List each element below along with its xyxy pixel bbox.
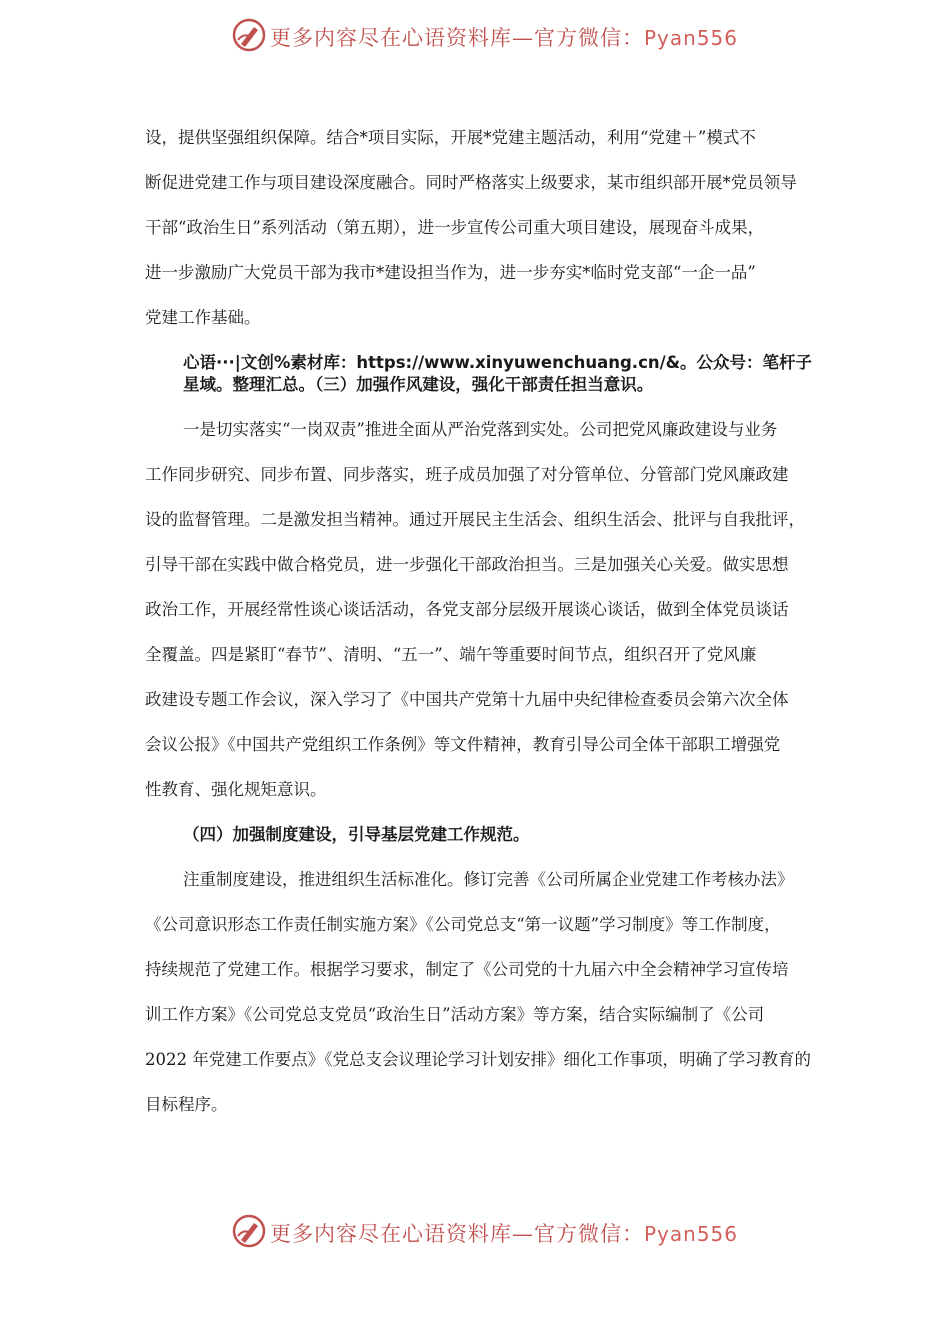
body-line: 断促进党建工作与项目建设深度融合。同时严格落实上级要求，某市组织部开展*党员领导: [145, 173, 797, 192]
body-line: 性教育、强化规矩意识。: [145, 780, 327, 799]
banner-text: [270, 1218, 738, 1248]
body-line: 干部“政治生日”系列活动（第五期），进一步宣传公司重大项目建设，展现奋斗成果，: [145, 218, 765, 237]
banner-text: [270, 22, 738, 52]
header-banner: [0, 16, 950, 56]
banner-separator: —: [512, 26, 534, 50]
body-line: 一是切实落实“一岗双责”推进全面从严治党落到实处。公司把党风廉政建设与业务: [183, 420, 778, 439]
body-line: 目标程序。: [145, 1095, 228, 1114]
body-line: 持续规范了党建工作。根据学习要求，制定了《公司党的十九届六中全会精神学习宣传培: [145, 960, 789, 979]
body-line: 引导干部在实践中做合格党员，进一步强化干部政治担当。三是加强关心关爱。做实思想: [145, 555, 789, 574]
pen-logo-icon: [232, 18, 266, 52]
body-line: 工作同步研究、同步布置、同步落实，班子成员加强了对分管单位、分管部门党风廉政建: [145, 465, 789, 484]
footer-banner: [0, 1212, 950, 1252]
body-line: 政建设专题工作会议，深入学习了《中国共产党第十九届中央纪律检查委员会第六次全体: [145, 690, 789, 709]
pen-logo-icon: [232, 1214, 266, 1248]
body-line: 《公司意识形态工作责任制实施方案》《公司党总支“第一议题”学习制度》等工作制度，: [145, 915, 781, 934]
banner-handle: Pyan556: [644, 26, 739, 50]
heading-line: 心语···|文创%素材库：https://www.xinyuwenchuang.cn/&。公众号：笔杆子: [183, 353, 813, 372]
banner-separator: —: [512, 1222, 534, 1246]
banner-official-label: 官方微信：: [534, 26, 644, 50]
body-line: 设，提供坚强组织保障。结合*项目实际，开展*党建主题活动，利用“党建＋”模式不: [145, 128, 756, 147]
body-line: 会议公报》《中国共产党组织工作条例》等文件精神，教育引导公司全体干部职工增强党: [145, 735, 781, 754]
banner-handle: Pyan556: [644, 1222, 739, 1246]
body-line: 全覆盖。四是紧盯“春节”、清明、“五一”、端午等重要时间节点，组织召开了党风廉: [145, 645, 757, 664]
body-line: 进一步激励广大党员干部为我市*建设担当作为，进一步夯实*临时党支部“一企一品”: [145, 263, 756, 282]
body-line: 设的监督管理。二是激发担当精神。通过开展民主生活会、组织生活会、批评与自我批评，: [145, 510, 805, 529]
heading-line: （四）加强制度建设，引导基层党建工作规范。: [183, 825, 530, 844]
body-line: 党建工作基础。: [145, 308, 261, 327]
body-line: 训工作方案》《公司党总支党员“政治生日”活动方案》等方案，结合实际编制了《公司: [145, 1005, 765, 1024]
banner-official-label: 官方微信：: [534, 1222, 644, 1246]
banner-brand: 更多内容尽在心语资料库: [270, 26, 512, 50]
body-line: 注重制度建设，推进组织生活标准化。修订完善《公司所属企业党建工作考核办法》: [183, 870, 794, 889]
body-line: 政治工作，开展经常性谈心谈话活动，各党支部分层级开展谈心谈话，做到全体党员谈话: [145, 600, 789, 619]
heading-line: 星域。整理汇总。（三）加强作风建设，强化干部责任担当意识。: [183, 375, 654, 394]
body-line: 2022 年党建工作要点》《党总支会议理论学习计划安排》细化工作事项，明确了学习教育的: [145, 1050, 811, 1069]
banner-brand: 更多内容尽在心语资料库: [270, 1222, 512, 1246]
